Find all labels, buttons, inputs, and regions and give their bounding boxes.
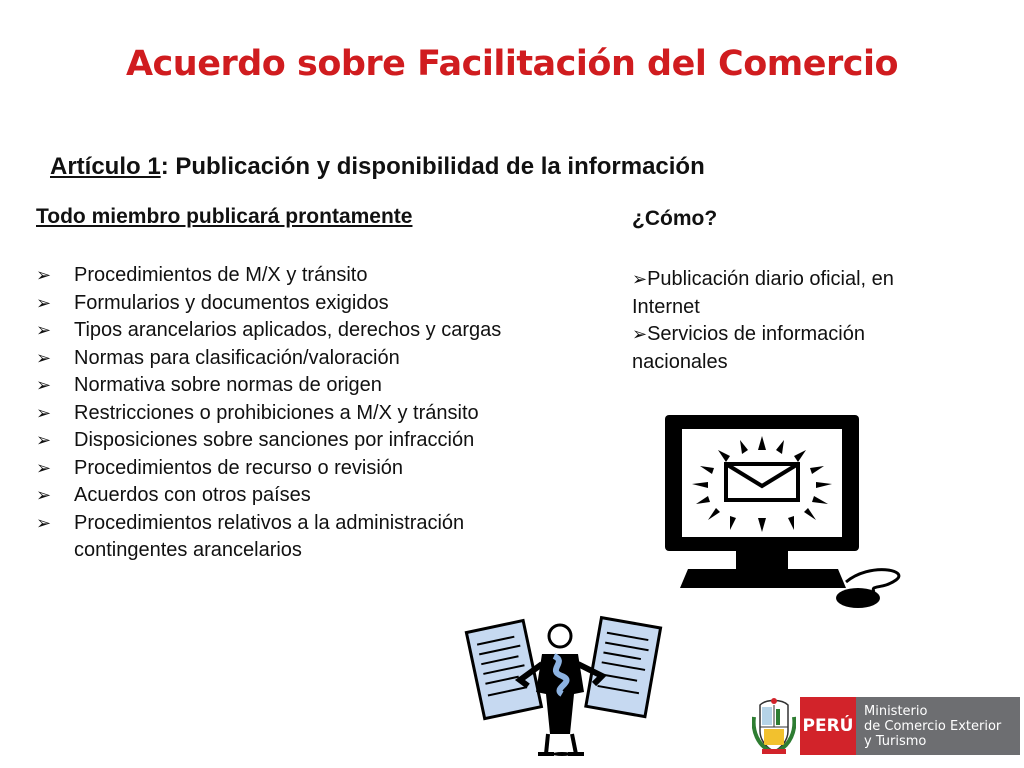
computer-email-icon [660,412,920,612]
how-list [632,266,952,376]
arrow-bullet-icon: ➢ [632,324,648,344]
list-item: ➢ Procedimientos de recurso o revisión [36,455,536,483]
list-item: ➢ Procedimientos relativos a la administración contingentes arancelarios [36,511,465,561]
list-item: ➢ Normas para clasificación/valoración [36,345,536,373]
article-number: Artículo 1 [50,153,161,180]
slide-title: Acuerdo sobre Facilitación del Comercio [125,44,899,84]
article-subtitle [50,153,705,181]
arrow-bullet-icon: ➢ [36,512,52,533]
list-item: ➢Publicación diario oficial, en Internet [632,268,894,318]
arrow-bullet-icon: ➢ [36,485,52,505]
peru-coat-of-arms-icon [752,697,796,755]
arrow-bullet-icon: ➢ [36,265,52,285]
list-item: ➢ Tipos arancelarios aplicados, derechos y cargas [36,317,536,345]
arrow-bullet-icon: ➢ [36,292,52,313]
arrow-bullet-icon: ➢ [36,347,52,368]
peru-brand: PERÚ [800,697,856,755]
ministry-line: y Turismo [864,734,927,749]
left-heading: Todo miembro publicará prontamente [36,205,413,228]
arrow-bullet-icon: ➢ [36,430,52,450]
arrow-bullet-icon: ➢ [632,269,648,289]
list-item: ➢ Procedimientos de M/X y tránsito [36,262,536,290]
person-documents-icon [462,614,672,758]
arrow-bullet-icon: ➢ [36,375,52,395]
ministry-brand [856,697,1020,755]
list-item: ➢ Disposiciones sobre sanciones por infracción [36,427,536,455]
arrow-bullet-icon: ➢ [36,457,52,478]
list-item: ➢ Acuerdos con otros países [36,482,536,510]
article-title: : Publicación y disponibilidad de la información [160,153,705,180]
obligations-list [36,262,536,565]
right-heading: ¿Cómo? [632,207,718,230]
arrow-bullet-icon: ➢ [36,320,52,340]
list-item: ➢Servicios de información nacionales [632,323,865,373]
arrow-bullet-icon: ➢ [36,402,52,423]
ministry-line: de Comercio Exterior [864,719,1002,734]
list-item: ➢ Restricciones o prohibiciones a M/X y tránsito [36,400,536,428]
list-item: ➢ Formularios y documentos exigidos [36,290,536,318]
ministry-line: Ministerio [864,704,928,719]
list-item: ➢ Normativa sobre normas de origen [36,372,536,400]
